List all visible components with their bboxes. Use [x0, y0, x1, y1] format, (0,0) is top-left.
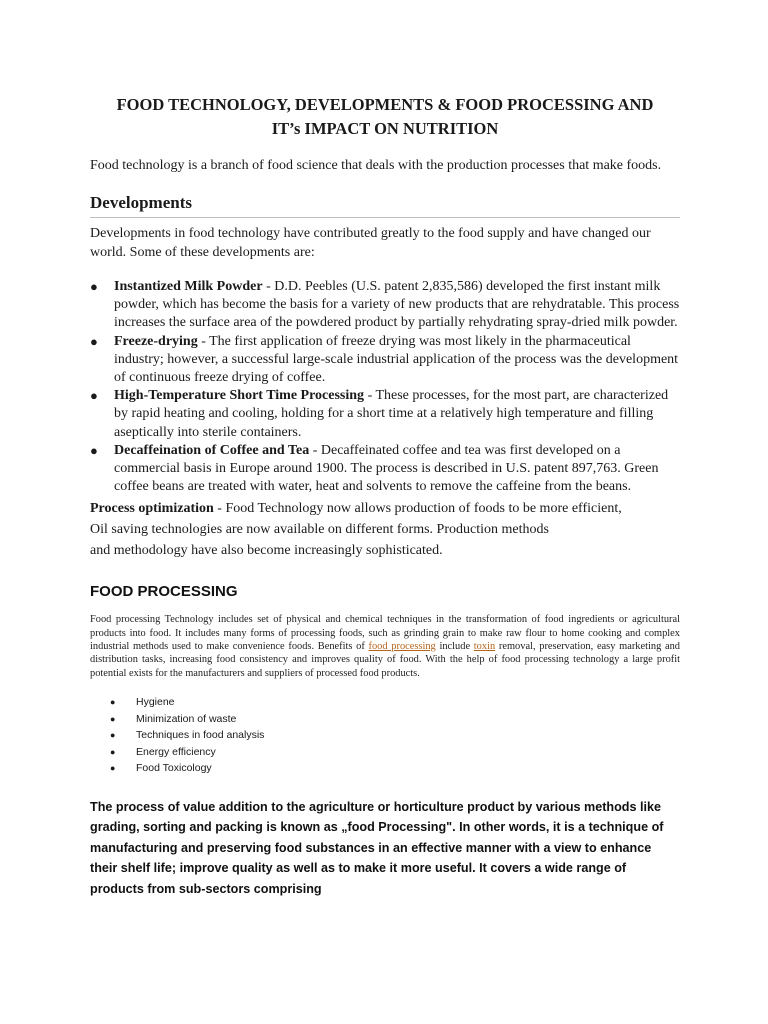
- process-line-3: and methodology have also become increasingly sophisticated.: [90, 543, 443, 559]
- list-item: [110, 727, 680, 744]
- list-item-label: Techniques in food analysis: [136, 729, 265, 742]
- list-item: [90, 333, 680, 388]
- fp-text-3: removal, preservation, easy marketing and distribution tasks, increasing food consistency and improves quality of food. With the help of food processing technology a large profit potential exists for the manufacturers and suppliers of processed food products.: [90, 641, 680, 679]
- value-addition-paragraph: The process of value addition to the agriculture or horticulture product by various methods like grading, sorting and packing is known as „food Processing". In other words, it is a technique of manufacturing and preserving food substances in an effective manner with a view to enhance their shelf life; improve quality as well as to make it more useful. It covers a wide range of products from sub-sectors comprising: [90, 799, 664, 896]
- list-item: [90, 442, 680, 497]
- list-item: [110, 711, 680, 728]
- list-item-label: Minimization of waste: [136, 712, 237, 725]
- item-term: High-Temperature Short Time Processing: [114, 388, 365, 404]
- bullet-icon: ●: [110, 730, 116, 741]
- process-term: Process optimization: [90, 501, 214, 517]
- title-line-1: FOOD TECHNOLOGY, DEVELOPMENTS & FOOD PROCESSING AND: [116, 95, 654, 114]
- bullet-icon: ●: [110, 763, 116, 774]
- fp-text-2: include: [435, 641, 474, 653]
- item-term: Decaffeination of Coffee and Tea: [114, 442, 310, 458]
- document-content: [90, 93, 680, 899]
- document-title: [80, 93, 690, 141]
- item-text: - Decaffeinated coffee and tea was first developed on a commercial basis in Europe around 1900. The process is described in U.S. patent 897,763. Green coffee beans are treated with water, heat and solvents to remove the caffeine from the beans.: [114, 442, 659, 495]
- food-processing-link[interactable]: food processing: [368, 641, 436, 653]
- food-processing-paragraph: [90, 613, 680, 679]
- title-line-2: IT’s IMPACT ON NUTRITION: [271, 119, 499, 138]
- item-text: - These processes, for the most part, are characterized by rapid heating and cooling, holding for a short time at a relatively high temperature and filling aseptically into sterile containers.: [114, 388, 669, 440]
- list-item-label: Hygiene: [136, 695, 175, 708]
- list-item: [110, 744, 680, 761]
- list-item: [110, 694, 680, 711]
- item-term: Freeze-drying: [114, 333, 198, 349]
- bullet-icon: ●: [90, 279, 98, 294]
- list-item: [110, 760, 680, 777]
- bullet-icon: ●: [110, 696, 116, 707]
- fp-text-1: Food processing Technology includes set of physical and chemical techniques in the transformation of food ingredients or agricultural products into food. It includes many forms of processing foods, such as grinding grain to make raw flour to home cooking and complex industrial methods used to make convenience foods. Benefits of: [90, 614, 680, 653]
- developments-paragraph: Developments in food technology have contributed greatly to the food supply and have changed our world. Some of these developments are:: [90, 226, 651, 260]
- intro-paragraph: Food technology is a branch of food science that deals with the production processes that make foods.: [90, 158, 662, 173]
- list-item-label: Energy efficiency: [136, 745, 216, 758]
- bullet-icon: ●: [90, 333, 98, 349]
- process-line-2: Oil saving technologies are now available on different forms. Production methods: [90, 522, 549, 538]
- food-processing-heading: FOOD PROCESSING: [90, 583, 238, 601]
- bullet-icon: ●: [90, 442, 98, 458]
- list-item: [90, 387, 680, 442]
- item-text: - D.D. Peebles (U.S. patent 2,835,586) developed the first instant milk powder, which has become the basis for a variety of new products that are rehydratable. This process increases the surface area of the powdered product by partially rehydrating spray-dried milk powder.: [114, 279, 680, 331]
- bullet-icon: ●: [90, 388, 98, 404]
- process-optimization-paragraph: [90, 498, 680, 561]
- bullet-icon: ●: [110, 746, 116, 757]
- toxin-link[interactable]: toxin: [473, 641, 496, 653]
- item-text: - The first application of freeze drying was most likely in the pharmaceutical industry; however, a successful large-scale industrial application of the process was the development of continuous freeze drying of coffee.: [114, 333, 679, 386]
- process-line-1: - Food Technology now allows production of foods to be more efficient,: [213, 501, 622, 517]
- item-term: Instantized Milk Powder: [114, 279, 263, 294]
- benefits-list: [110, 694, 680, 777]
- developments-heading: Developments: [90, 192, 680, 218]
- list-item-label: Food Toxicology: [136, 762, 212, 775]
- developments-list: [90, 278, 680, 496]
- list-item: [90, 278, 680, 333]
- bullet-icon: ●: [110, 713, 116, 724]
